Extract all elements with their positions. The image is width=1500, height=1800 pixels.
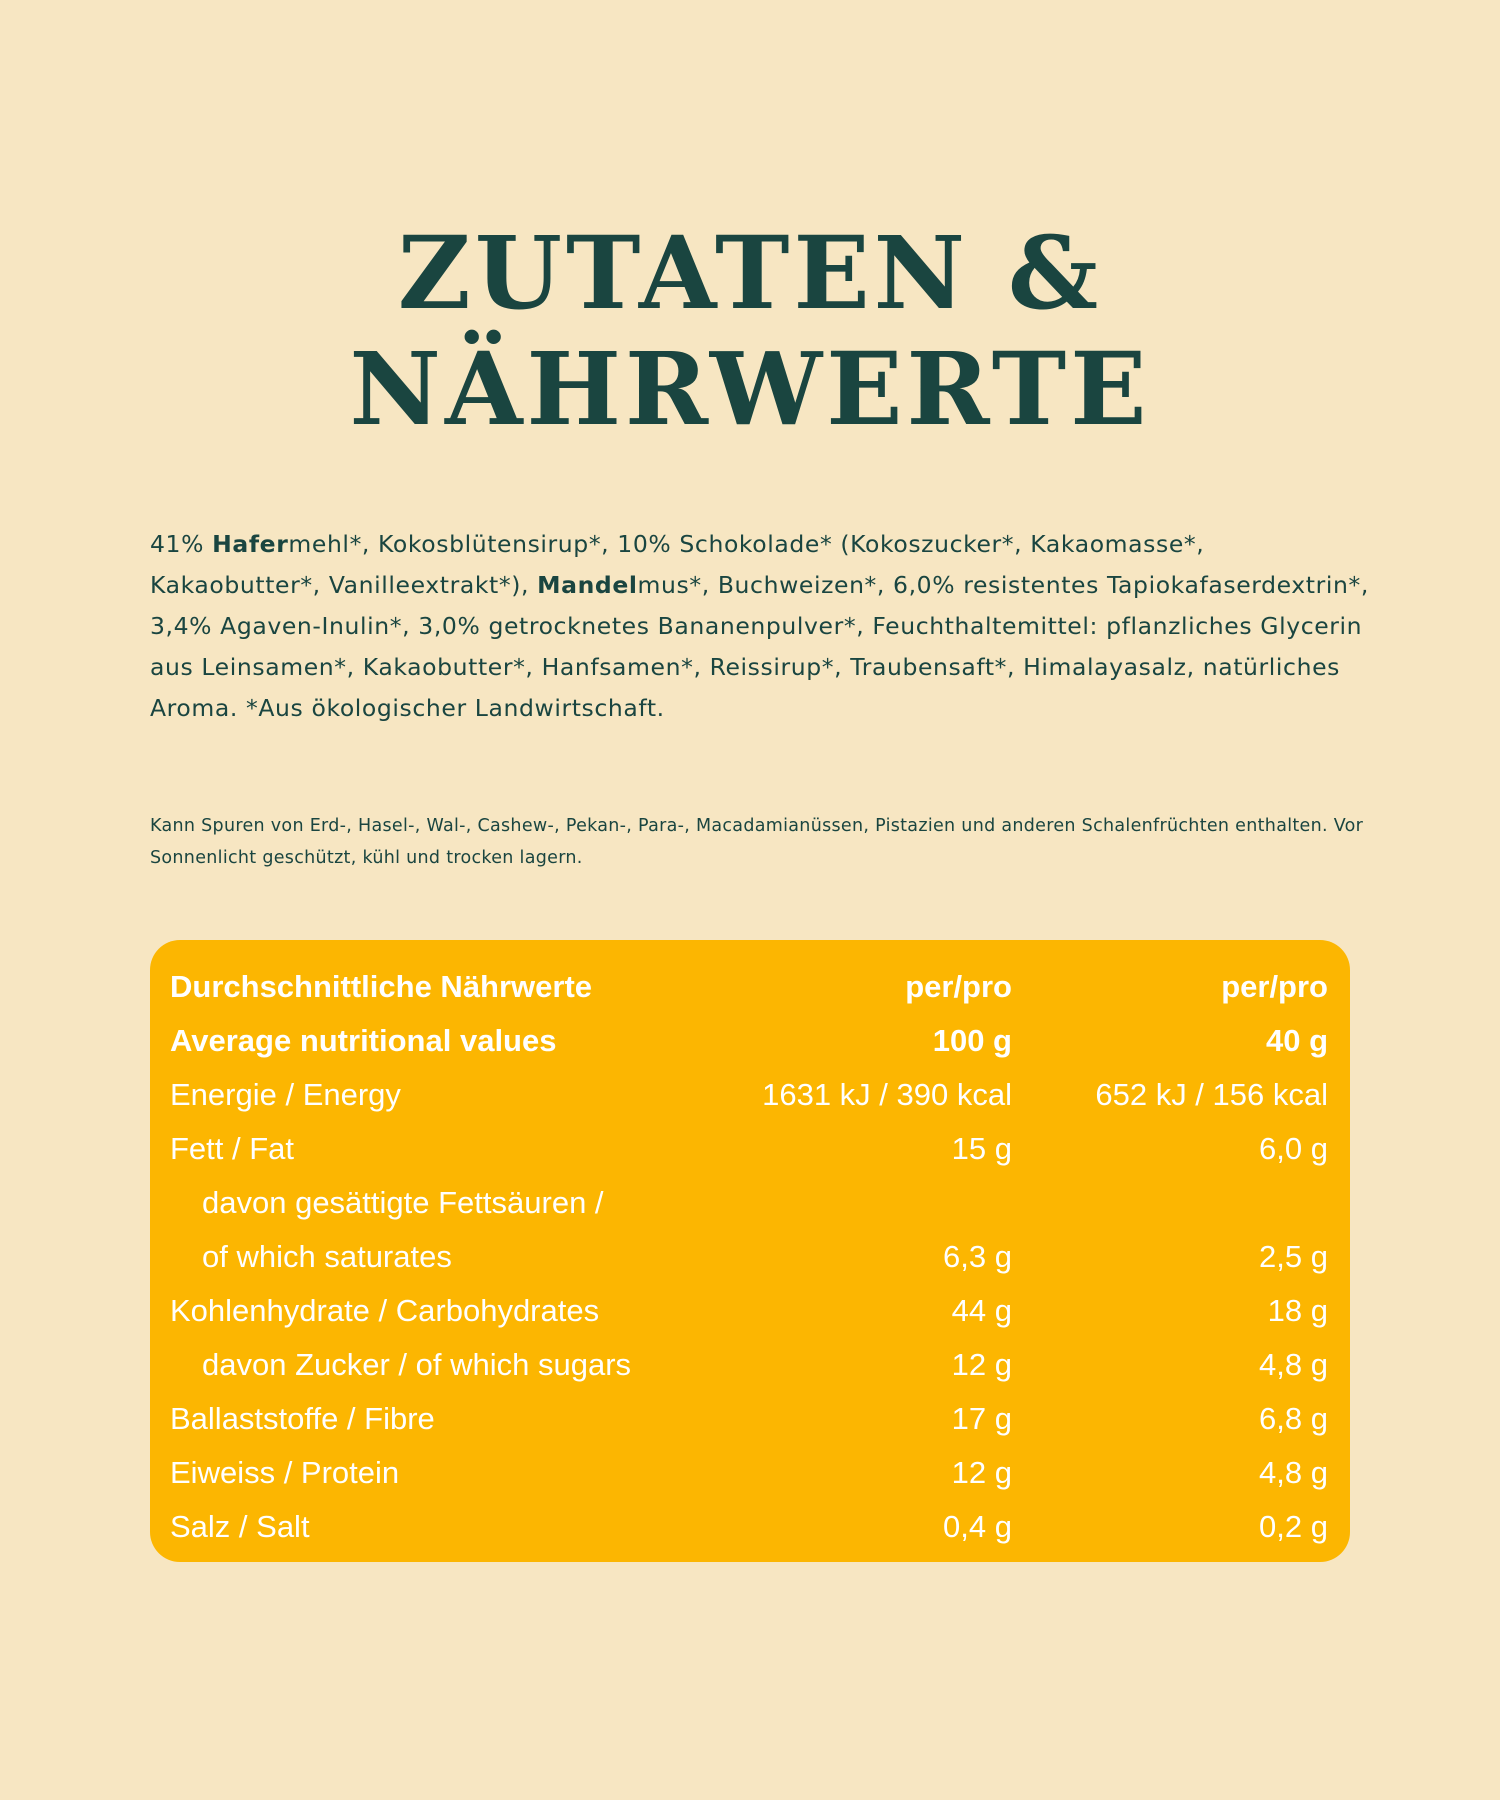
header-label: Average nutritional values [170, 1023, 557, 1058]
nutrient-label: Fett / Fat [170, 1131, 295, 1166]
nutrient-label: Kohlenhydrate / Carbohydrates [170, 1293, 600, 1328]
value-40g: 4,8 g [1259, 1455, 1328, 1490]
ingredients-bold: Mandel [537, 571, 638, 599]
value-100g: 1631 kJ / 390 kcal [762, 1077, 1012, 1112]
title-line-2: NÄHRWERTE [349, 330, 1151, 448]
nutrient-label-line-2: of which saturates [202, 1239, 452, 1274]
allergen-note: Kann Spuren von Erd-, Hasel-, Wal-, Cashew-, Pekan-, Para-, Macadamianüssen, Pistazien und anderen Schalenfrüchten enthalten. Vor Sonnenlicht geschützt, kühl und trocken lagern. [150, 816, 1364, 868]
nutrition-header-row [170, 1014, 1328, 1068]
header-label: Durchschnittliche Nährwerte [170, 969, 593, 1004]
value-40g: 18 g [1267, 1293, 1328, 1328]
page-title [0, 215, 1500, 447]
nutrition-row-carbohydrates [170, 1284, 1328, 1338]
ingredients-text [150, 524, 1370, 729]
ingredients-bold: Hafer [212, 530, 289, 558]
header-col-40g: per/pro [1221, 969, 1328, 1004]
nutrition-row-fat [170, 1122, 1328, 1176]
value-40g: 6,0 g [1259, 1131, 1328, 1166]
value-40g: 0,2 g [1259, 1509, 1328, 1544]
nutrition-row-protein [170, 1446, 1328, 1500]
nutrition-row-fibre [170, 1392, 1328, 1446]
value-40g: 652 kJ / 156 kcal [1095, 1077, 1328, 1112]
nutrition-table [150, 940, 1350, 1562]
value-40g: 2,5 g [1259, 1239, 1328, 1274]
value-100g: 15 g [951, 1131, 1012, 1166]
nutrition-row-sugars [170, 1338, 1328, 1392]
nutrient-label-line-1: davon gesättigte Fettsäuren / [202, 1185, 604, 1220]
nutrient-label: Energie / Energy [170, 1077, 401, 1112]
ingredients-segment: mus*, Buchweizen*, 6,0% resistentes Tapiokafaserdextrin*, 3,4% Agaven-Inulin*, 3,0% getrocknetes Bananenpulver*, Feuchthaltemittel: pflanzliches Glycerin aus Leinsamen*, Kakaobutter*, Hanfsamen*, Reissirup*, Traubensaft*, Himalayasalz, natürliches Aroma. *Aus ökologischer Landwirtschaft. [150, 571, 1369, 722]
nutrient-label: davon Zucker / of which sugars [202, 1347, 632, 1382]
nutrient-label: Salz / Salt [170, 1509, 310, 1544]
value-100g: 0,4 g [943, 1509, 1012, 1544]
ingredients-segment: mehl*, Kokosblütensirup*, 10% Schokolade* (Kokoszucker*, Kakaomasse*, Kakaobutter*, Vanilleextrakt*), [150, 530, 1205, 599]
nutrient-label: Ballaststoffe / Fibre [170, 1401, 435, 1436]
header-col-100g: 100 g [932, 1023, 1012, 1058]
title-line-1: ZUTATEN & [397, 214, 1103, 332]
nutrition-row-energy [170, 1068, 1328, 1122]
header-col-100g: per/pro [905, 969, 1012, 1004]
value-40g: 4,8 g [1259, 1347, 1328, 1382]
nutrition-row-saturates [170, 1176, 1328, 1284]
nutrition-row-salt [170, 1500, 1328, 1554]
value-40g: 6,8 g [1259, 1401, 1328, 1436]
value-100g: 44 g [951, 1293, 1012, 1328]
value-100g: 17 g [951, 1401, 1012, 1436]
nutrition-header-row [170, 960, 1328, 1014]
value-100g: 12 g [951, 1347, 1012, 1382]
value-100g: 6,3 g [943, 1239, 1012, 1274]
value-100g: 12 g [951, 1455, 1012, 1490]
nutrient-label [170, 1176, 632, 1284]
ingredients-segment: 41% [150, 530, 213, 558]
header-col-40g: 40 g [1265, 1023, 1328, 1058]
nutrient-label: Eiweiss / Protein [170, 1455, 400, 1490]
